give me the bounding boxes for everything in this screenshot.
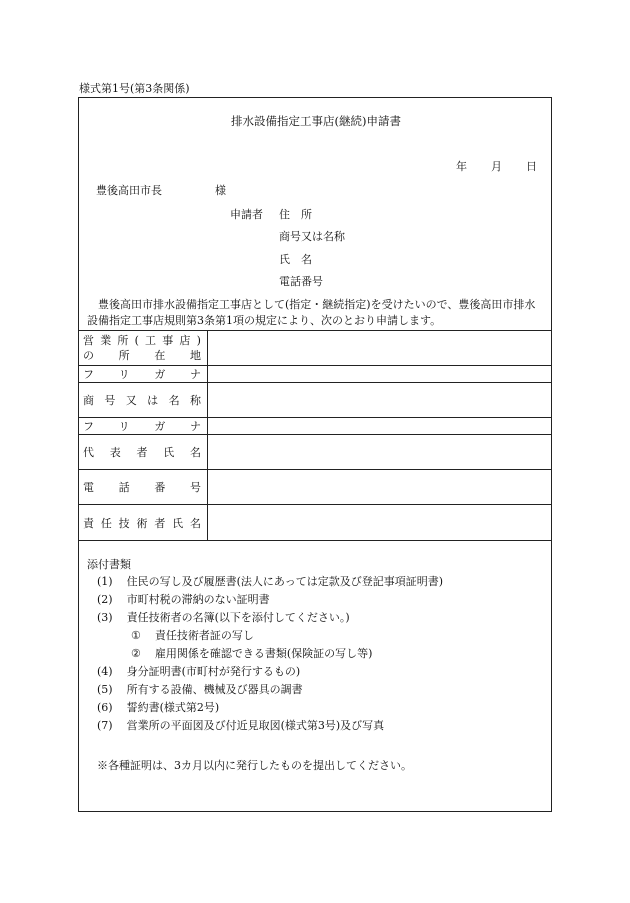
date-year-label: 年 bbox=[456, 160, 467, 173]
office-location-line1: 営 業 所 ( 工 事 店 ) bbox=[83, 334, 201, 347]
attachments-heading: 添付書類 bbox=[87, 558, 131, 571]
form-title: 排水設備指定工事店(継続)申請書 bbox=[231, 114, 401, 128]
table-row bbox=[79, 435, 552, 470]
applicant-address-label: 住 所 bbox=[279, 208, 312, 221]
applicant-details-table bbox=[78, 330, 552, 541]
addressee-name: 豊後高田市長 bbox=[96, 184, 162, 197]
applicant-label: 申請者 bbox=[230, 208, 263, 221]
applicant-trade-name-label: 商号又は名称 bbox=[279, 230, 345, 243]
application-form bbox=[78, 97, 552, 812]
applicant-name-label: 氏 名 bbox=[279, 253, 312, 266]
office-location-field[interactable] bbox=[208, 331, 552, 366]
table-row bbox=[79, 470, 552, 505]
phone-label: 電 話 番 号 bbox=[79, 470, 208, 505]
application-statement: 豊後高田市排水設備指定工事店として(指定・継続指定)を受けたいので、豊後高田市排水設備指定工事店規則第3条第1項の規定により、次のとおり申請します。 bbox=[87, 298, 536, 327]
certificate-note: ※各種証明は、3カ月以内に発行したものを提出してください。 bbox=[97, 759, 412, 772]
trade-name-label: 商 号 又 は 名 称 bbox=[79, 383, 208, 418]
addressee-honorific: 様 bbox=[215, 184, 226, 197]
form-code: 様式第1号(第3条関係) bbox=[79, 82, 190, 95]
trade-name-field[interactable] bbox=[208, 383, 552, 418]
table-row bbox=[79, 505, 552, 541]
furigana-field-2[interactable] bbox=[208, 418, 552, 435]
table-row bbox=[79, 366, 552, 383]
applicant-phone-label: 電話番号 bbox=[279, 275, 323, 288]
furigana-label: フ リ ガ ナ bbox=[79, 366, 208, 383]
table-row bbox=[79, 418, 552, 435]
attachment-item-5: (5) 所有する設備、機械及び器具の調書 bbox=[97, 683, 303, 696]
attachment-subitem-2: ② 雇用関係を確認できる書類(保険証の写し等) bbox=[131, 647, 373, 660]
attachment-item-7: (7) 営業所の平面図及び付近見取図(様式第3号)及び写真 bbox=[97, 719, 385, 732]
date-month-label: 月 bbox=[491, 160, 502, 173]
engineer-field[interactable] bbox=[208, 505, 552, 541]
office-location-label bbox=[79, 331, 208, 366]
furigana-label-2: フ リ ガ ナ bbox=[79, 418, 208, 435]
table-row bbox=[79, 331, 552, 366]
date-day-label: 日 bbox=[526, 160, 537, 173]
table-row bbox=[79, 383, 552, 418]
representative-label: 代 表 者 氏 名 bbox=[79, 435, 208, 470]
attachment-item-4: (4) 身分証明書(市町村が発行するもの) bbox=[97, 665, 301, 678]
furigana-field[interactable] bbox=[208, 366, 552, 383]
attachment-subitem-1: ① 責任技術者証の写し bbox=[131, 629, 254, 642]
attachment-item-3: (3) 責任技術者の名簿(以下を添付してください。) bbox=[97, 611, 350, 624]
attachment-item-2: (2) 市町村税の滞納のない証明書 bbox=[97, 593, 270, 606]
attachment-item-6: (6) 誓約書(様式第2号) bbox=[97, 701, 220, 714]
phone-field[interactable] bbox=[208, 470, 552, 505]
engineer-label: 責 任 技 術 者 氏 名 bbox=[79, 505, 208, 541]
office-location-line2: の 所 在 地 bbox=[83, 349, 201, 362]
attachment-item-1: (1) 住民の写し及び履歴書(法人にあっては定款及び登記事項証明書) bbox=[97, 575, 444, 588]
representative-field[interactable] bbox=[208, 435, 552, 470]
